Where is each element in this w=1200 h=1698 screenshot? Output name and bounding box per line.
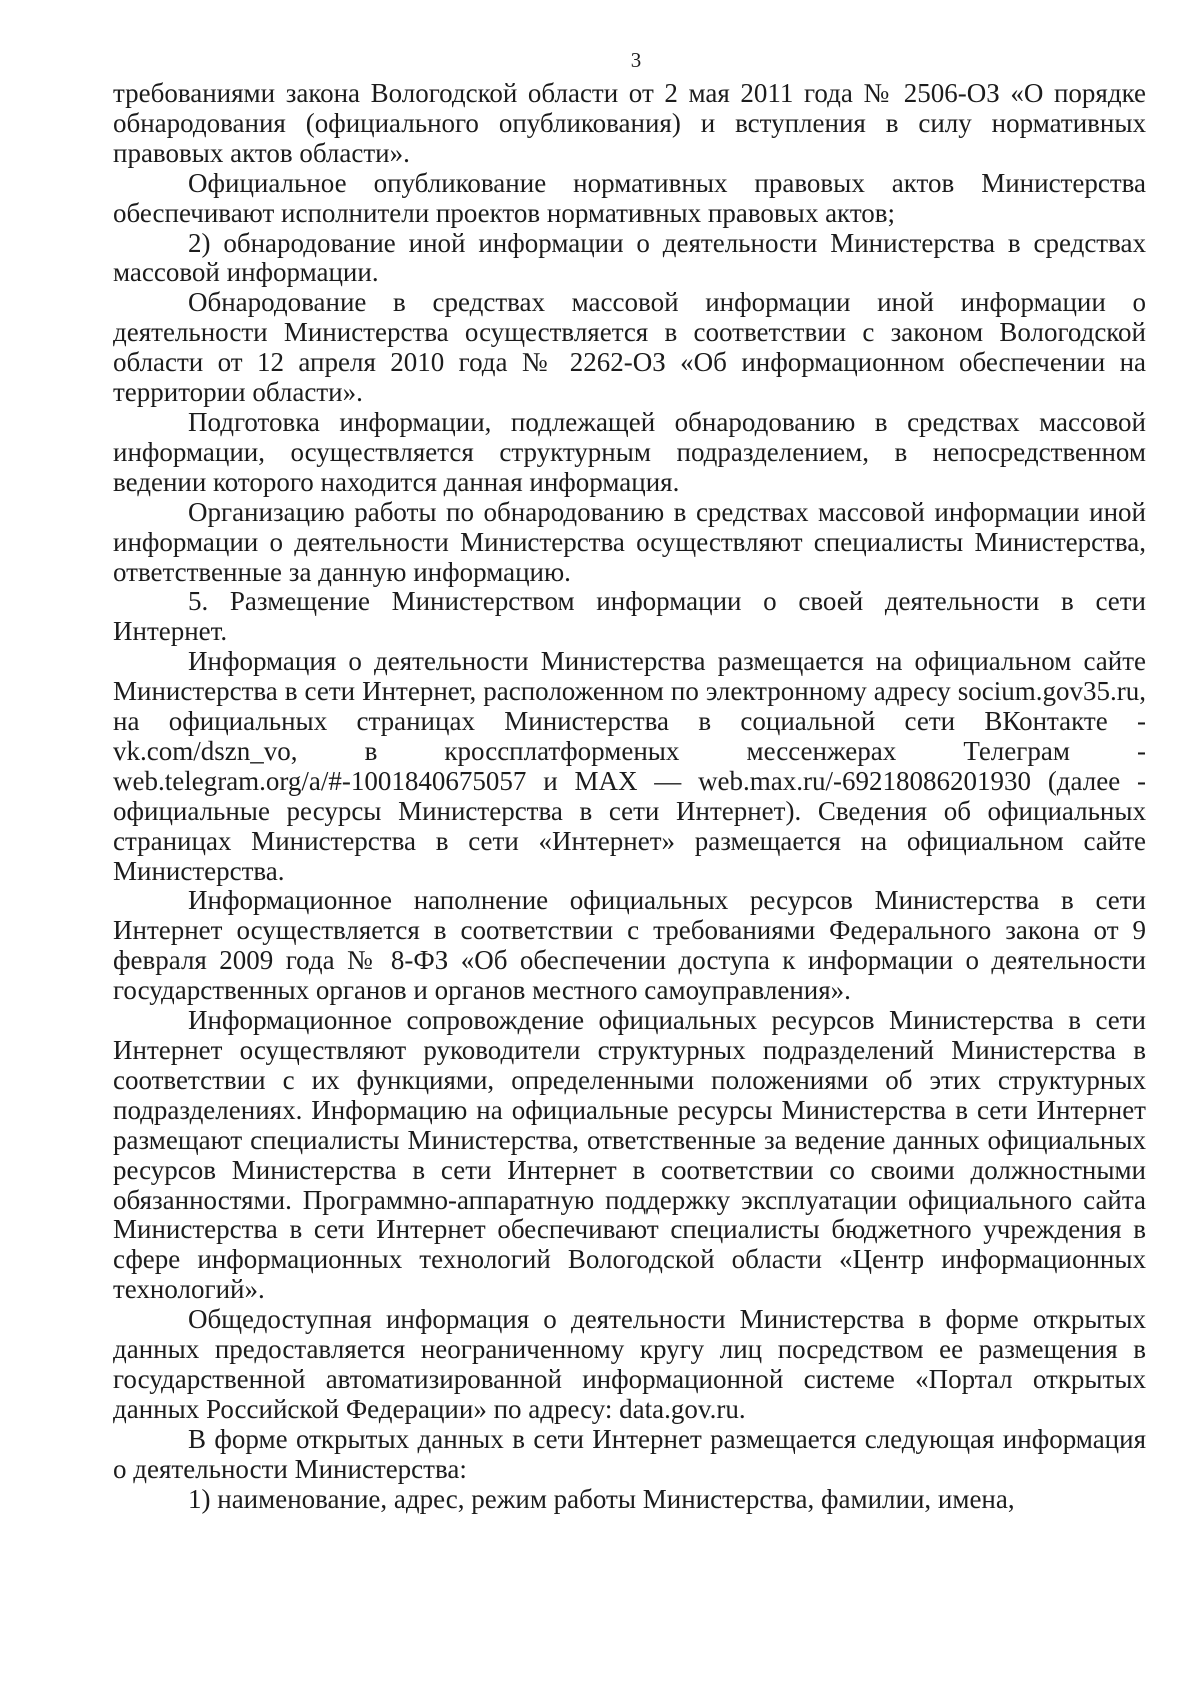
paragraph-open-data: Общедоступная информация о деятельности Министерства в форме открытых данных предоставляется неограниченному кругу лиц посредством ее размещения в государственной автоматизированной информационной системе «Портал открытых данных Российской Федерации» по адресу: data.gov.ru. [113, 1304, 1146, 1424]
paragraph-official-resources: Информация о деятельности Министерства размещается на официальном сайте Министерства в сети Интернет, расположенном по электронному адресу socium.gov35.ru, на официальных страницах Министерства в социальной сети ВКонтакте - vk.com/dszn_vo, в кроссплатформеных мессенжерах Телеграм - web.telegram.org/a/#-1001840675057 и MAX — web.max.ru/-69218086201930 (далее - официальные ресурсы Министерства в сети Интернет). Сведения об официальных страницах Министерства в сети «Интернет» размещается на официальном сайте Министерства. [113, 646, 1146, 886]
document-body [113, 79, 1146, 1515]
paragraph-content-filling: Информационное наполнение официальных ресурсов Министерства в сети Интернет осуществляется в соответствии с требованиями Федерального закона от 9 февраля 2009 года № 8-ФЗ «Об обеспечении доступа к информации о деятельности государственных органов и органов местного самоуправления». [113, 885, 1146, 1006]
paragraph-information-support: Информационное сопровождение официальных ресурсов Министерства в сети Интернет осуществляют руководители структурных подразделений Министерства в соответствии с их функциями, определенными положениями об этих структурных подразделениях. Информацию на официальные ресурсы Министерства в сети Интернет размещают специалисты Министерства, ответственные за ведение данных официальных ресурсов Министерства в сети Интернет в соответствии со своими должностными обязанностями. Программно-аппаратную поддержку эксплуатации официального сайта Министерства в сети Интернет обеспечивают специалисты бюджетного учреждения в сфере информационных технологий Вологодской области «Центр информационных технологий». [113, 1005, 1146, 1305]
paragraph-official-publication: Официальное опубликование нормативных правовых актов Министерства обеспечивают исполнители проектов нормативных правовых актов; [113, 167, 1146, 228]
paragraph-list-item-1: 1) наименование, адрес, режим работы Министерства, фамилии, имена, [188, 1483, 1015, 1514]
paragraph-open-data-list-intro: В форме открытых данных в сети Интернет размещается следующая информация о деятельности Министерства: [113, 1423, 1146, 1484]
paragraph-mass-media: Обнародование в средствах массовой информации иной информации о деятельности Министерства осуществляется в соответствии с законом Вологодской области от 12 апреля 2010 года № 2262-ОЗ «Об информационном обеспечении на территории области». [113, 287, 1146, 408]
paragraph-continuation: требованиями закона Вологодской области от 2 мая 2011 года № 2506-ОЗ «О порядке обнародования (официального опубликования) и вступления в силу нормативных правовых актов области». [113, 78, 1146, 168]
paragraph-organization: Организацию работы по обнародованию в средствах массовой информации иной информации о деятельности Министерства осуществляют специалисты Министерства, ответственные за данную информацию. [113, 496, 1146, 587]
paragraph-item-2: 2) обнародование иной информации о деятельности Министерства в средствах массовой информации. [113, 227, 1146, 288]
paragraph-section-5: 5. Размещение Министерством информации о своей деятельности в сети Интернет. [113, 586, 1146, 647]
paragraph-preparation: Подготовка информации, подлежащей обнародованию в средствах массовой информации, осуществляется структурным подразделением, в непосредственном ведении которого находится данная информация. [113, 406, 1146, 497]
page-number: 3 [630, 48, 642, 72]
